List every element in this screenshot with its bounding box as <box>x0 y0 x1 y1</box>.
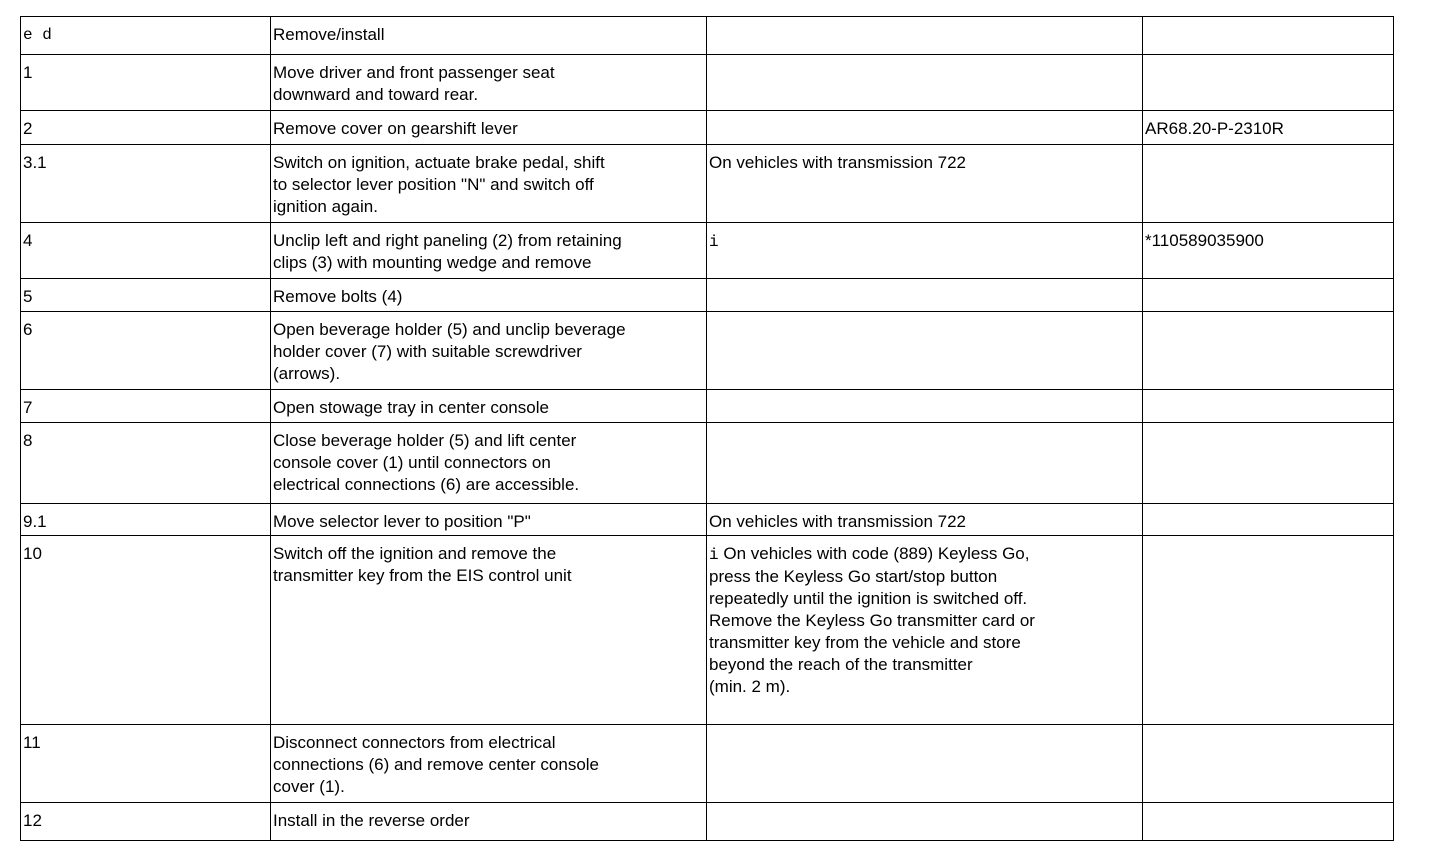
step-number: 9.1 <box>21 504 271 536</box>
reference-text <box>1143 390 1394 423</box>
step-number: 2 <box>21 111 271 145</box>
table-row <box>21 55 1394 111</box>
note-text <box>707 17 1143 55</box>
reference-text <box>1143 504 1394 536</box>
reference-text <box>1143 17 1394 55</box>
reference-text <box>1143 145 1394 223</box>
action-text: Remove/install <box>271 17 707 55</box>
step-number: 4 <box>21 223 271 279</box>
action-text: Switch on ignition, actuate brake pedal, shift to selector lever position "N" and switch off ignition again. <box>271 145 707 223</box>
table-row <box>21 312 1394 390</box>
step-number: 6 <box>21 312 271 390</box>
step-number: 3.1 <box>21 145 271 223</box>
reference-text <box>1143 55 1394 111</box>
step-number: 10 <box>21 536 271 725</box>
reference-text <box>1143 312 1394 390</box>
reference-link[interactable]: AR68.20-P-2310R <box>1143 111 1394 145</box>
reference-text <box>1143 536 1394 725</box>
table-row <box>21 423 1394 504</box>
action-text: Move driver and front passenger seat downward and toward rear. <box>271 55 707 111</box>
step-number: 12 <box>21 803 271 841</box>
step-number: e d <box>21 17 271 55</box>
note-text <box>707 55 1143 111</box>
info-icon: i <box>709 233 719 251</box>
note-text <box>707 223 1143 279</box>
step-number: 11 <box>21 725 271 803</box>
action-text: Open stowage tray in center console <box>271 390 707 423</box>
action-text: Remove cover on gearshift lever <box>271 111 707 145</box>
step-number: 1 <box>21 55 271 111</box>
table-row <box>21 803 1394 841</box>
reference-text <box>1143 725 1394 803</box>
action-text: Close beverage holder (5) and lift center console cover (1) until connectors on electrical connections (6) are accessible. <box>271 423 707 504</box>
table-row <box>21 145 1394 223</box>
action-text: Disconnect connectors from electrical connections (6) and remove center console cover (1). <box>271 725 707 803</box>
note-text <box>707 111 1143 145</box>
info-icon: i <box>709 546 719 564</box>
procedure-table <box>20 16 1394 841</box>
table-row <box>21 725 1394 803</box>
table-row <box>21 17 1394 55</box>
note-text <box>707 423 1143 504</box>
reference-text <box>1143 803 1394 841</box>
note-text <box>707 803 1143 841</box>
tool-number[interactable]: *110589035900 <box>1143 223 1394 279</box>
step-number: 8 <box>21 423 271 504</box>
reference-text <box>1143 279 1394 312</box>
table-row <box>21 111 1394 145</box>
note-text: On vehicles with transmission 722 <box>707 504 1143 536</box>
note-text <box>707 390 1143 423</box>
action-text: Install in the reverse order <box>271 803 707 841</box>
action-text: Switch off the ignition and remove the transmitter key from the EIS control unit <box>271 536 707 725</box>
table-row <box>21 504 1394 536</box>
action-text: Unclip left and right paneling (2) from retaining clips (3) with mounting wedge and remove <box>271 223 707 279</box>
note-text: On vehicles with transmission 722 <box>707 145 1143 223</box>
table-row <box>21 279 1394 312</box>
action-text: Remove bolts (4) <box>271 279 707 312</box>
action-text: Move selector lever to position "P" <box>271 504 707 536</box>
note-text <box>707 312 1143 390</box>
note-text <box>707 279 1143 312</box>
table-row <box>21 223 1394 279</box>
reference-text <box>1143 423 1394 504</box>
action-text: Open beverage holder (5) and unclip beverage holder cover (7) with suitable screwdriver (arrows). <box>271 312 707 390</box>
table-row <box>21 536 1394 725</box>
table-row <box>21 390 1394 423</box>
note-text <box>707 725 1143 803</box>
note-body: On vehicles with code (889) Keyless Go, press the Keyless Go start/stop button repeatedly until the ignition is switched off. Remove the Keyless Go transmitter card or transmitter key from the vehicle and store beyond the reach of the transmitter (min. 2 m). <box>709 544 1035 696</box>
note-text <box>707 536 1143 725</box>
step-number: 7 <box>21 390 271 423</box>
step-number: 5 <box>21 279 271 312</box>
